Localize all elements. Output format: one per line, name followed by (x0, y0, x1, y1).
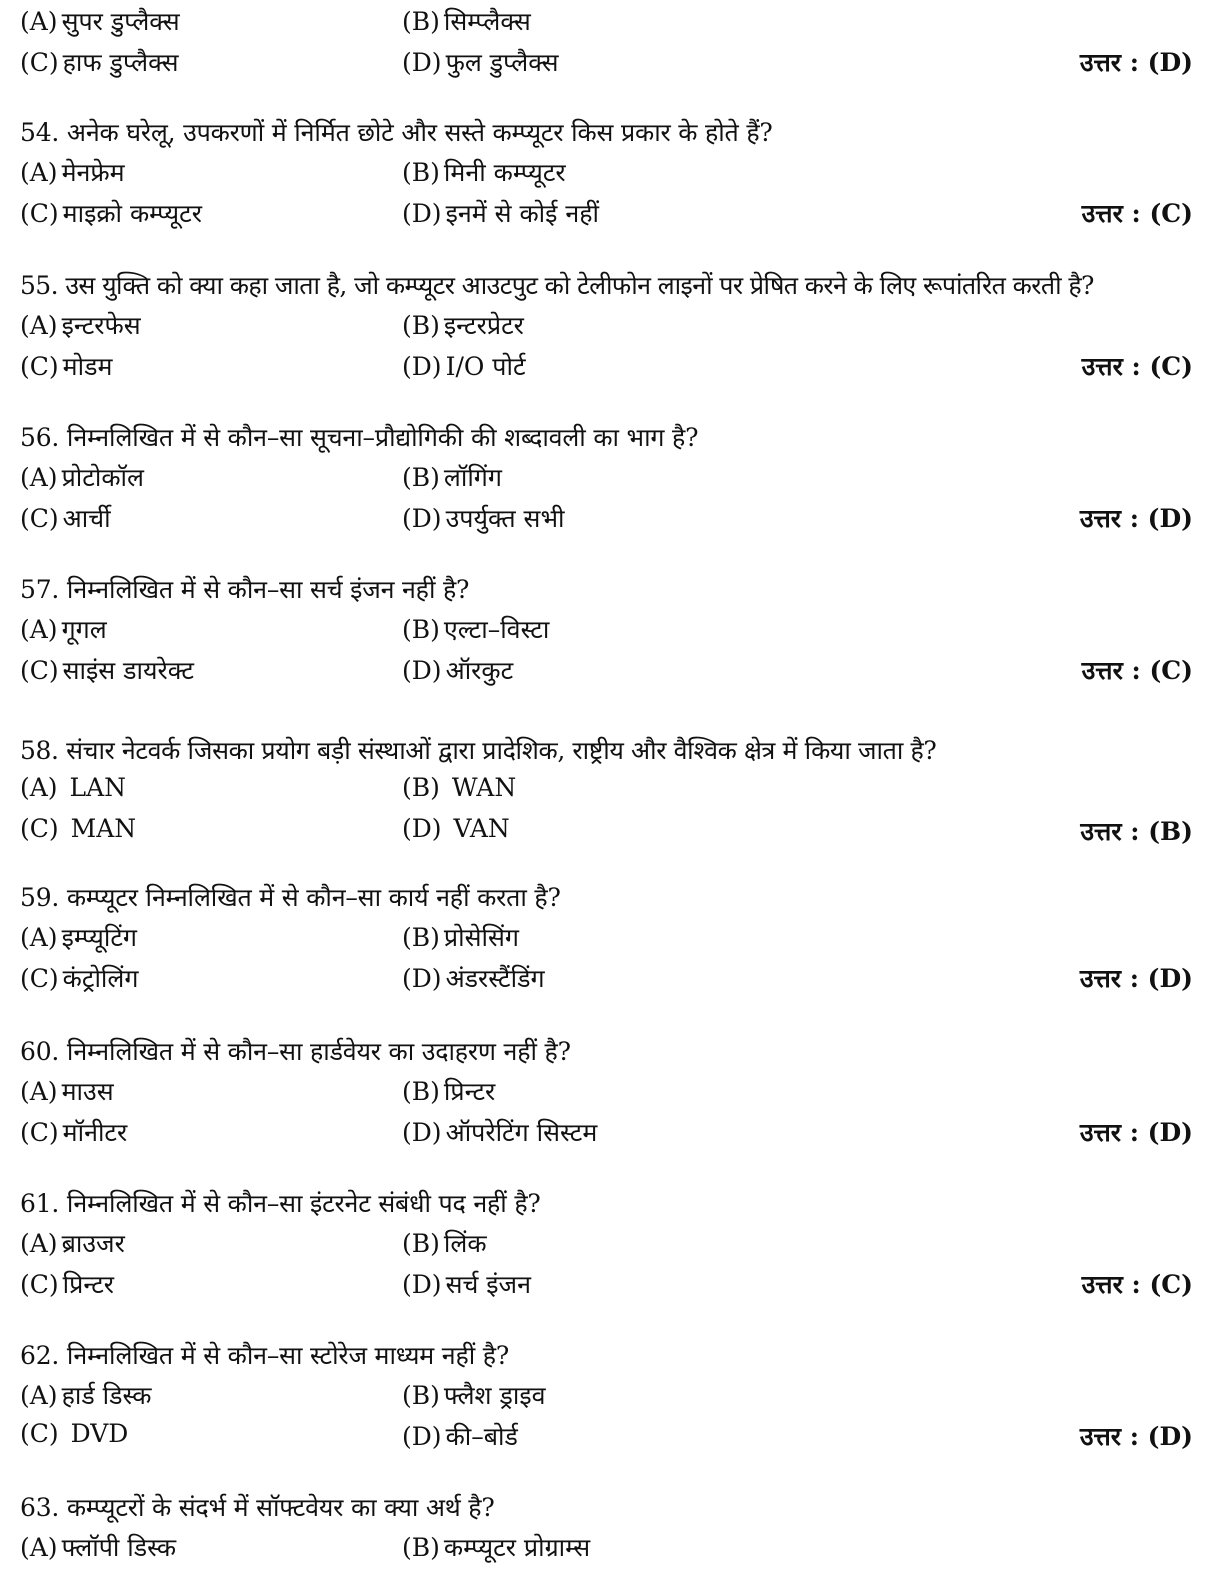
option-d: (D) अंडरस्टैंडिंग (402, 964, 545, 993)
option-a: (A) इन्टरफेस (20, 311, 141, 340)
question-text: 62. निम्नलिखित में से कौन–सा स्टोरेज माध्यम नहीं है? (20, 1341, 510, 1370)
answer-text: उत्तर : (D) (1079, 964, 1193, 993)
option-c: (C) कंट्रोलिंग (20, 964, 139, 993)
option-d: (D) ऑरकुट (402, 656, 514, 685)
options-row-ab (20, 155, 1220, 191)
option-a: (A) LAN (20, 773, 127, 802)
answer-text: उत्तर : (C) (1081, 352, 1193, 381)
options-row-ab (20, 1530, 1220, 1566)
options-row-ab (20, 773, 1220, 809)
option-b: (B) प्रोसेसिंग (402, 923, 519, 952)
option-c: (C) साइंस डायरेक्ट (20, 656, 194, 685)
option-d: (D) की–बोर्ड (402, 1422, 518, 1451)
options-row-ab (20, 920, 1220, 956)
options-row-ab (20, 1226, 1220, 1262)
option-a: (A) फ्लॉपी डिस्क (20, 1533, 177, 1562)
option-b: (B) लॉगिंग (402, 463, 502, 492)
options-row-ab (20, 612, 1220, 648)
option-c: (C) मॉनीटर (20, 1118, 128, 1147)
question-text: 58. संचार नेटवर्क जिसका प्रयोग बड़ी संस्थाओं द्वारा प्रादेशिक, राष्ट्रीय और वैश्विक क्षेत्र में किया जाता है? (20, 736, 937, 765)
options-row-cd (20, 653, 1220, 689)
question-text: 60. निम्नलिखित में से कौन–सा हार्डवेयर का उदाहरण नहीं है? (20, 1037, 571, 1066)
option-d: (D) सर्च इंजन (402, 1270, 531, 1299)
option-d: (D) फुल डुप्लैक्स (402, 48, 559, 77)
answer-text: उत्तर : (C) (1081, 199, 1193, 228)
question-text: 56. निम्नलिखित में से कौन–सा सूचना–प्रौद्योगिकी की शब्दावली का भाग है? (20, 423, 699, 452)
option-d: (D) VAN (402, 814, 510, 843)
option-d: (D) I/O पोर्ट (402, 352, 526, 381)
option-c: (C) मोडम (20, 352, 113, 381)
option-c: (C) MAN (20, 814, 137, 843)
answer-text: उत्तर : (C) (1081, 1270, 1193, 1299)
options-row-cd (20, 349, 1220, 385)
option-b: (B) प्रिन्टर (402, 1077, 496, 1106)
option-b: (B) मिनी कम्प्यूटर (402, 158, 566, 187)
option-a: (A) इम्प्यूटिंग (20, 923, 137, 952)
options-row-cd (20, 45, 1220, 81)
options-row-cd (20, 1267, 1220, 1303)
option-b: (B) फ्लैश ड्राइव (402, 1381, 546, 1410)
options-row-ab (20, 4, 1220, 40)
question-text: 55. उस युक्ति को क्या कहा जाता है, जो कम्प्यूटर आउटपुट को टेलीफोन लाइनों पर प्रेषित करने के लिए रूपांतरित करती है? (20, 271, 1094, 300)
answer-text: उत्तर : (D) (1079, 48, 1193, 77)
options-row-cd (20, 961, 1220, 997)
option-c: (C) हाफ डुप्लैक्स (20, 48, 179, 77)
options-row-ab (20, 308, 1220, 344)
option-d: (D) ऑपरेटिंग सिस्टम (402, 1118, 598, 1147)
options-row-ab (20, 1074, 1220, 1110)
option-d: (D) इनमें से कोई नहीं (402, 199, 599, 228)
question-text: 54. अनेक घरेलू, उपकरणों में निर्मित छोटे और सस्ते कम्प्यूटर किस प्रकार के होते हैं? (20, 118, 773, 147)
options-row-cd (20, 1115, 1220, 1151)
answer-text: उत्तर : (D) (1079, 1422, 1193, 1451)
option-b: (B) लिंक (402, 1229, 487, 1258)
options-row-cd (20, 196, 1220, 232)
option-b: (B) WAN (402, 773, 517, 802)
answer-text: उत्तर : (D) (1079, 1118, 1193, 1147)
option-a: (A) सुपर डुप्लैक्स (20, 7, 180, 36)
option-b: (B) कम्प्यूटर प्रोग्राम्स (402, 1533, 591, 1562)
question-text: 57. निम्नलिखित में से कौन–सा सर्च इंजन नहीं है? (20, 575, 470, 604)
question-text: 63. कम्प्यूटरों के संदर्भ में सॉफ्टवेयर का क्या अर्थ है? (20, 1493, 495, 1522)
option-a: (A) हार्ड डिस्क (20, 1381, 152, 1410)
question-text: 59. कम्प्यूटर निम्नलिखित में से कौन–सा कार्य नहीं करता है? (20, 883, 561, 912)
option-b: (B) एल्टा–विस्टा (402, 615, 550, 644)
option-a: (A) गूगल (20, 615, 107, 644)
options-row-cd (20, 814, 1220, 850)
option-a: (A) मेनफ्रेम (20, 158, 125, 187)
options-row-cd (20, 501, 1220, 537)
option-c: (C) माइक्रो कम्प्यूटर (20, 199, 202, 228)
answer-text: उत्तर : (D) (1079, 504, 1193, 533)
option-a: (A) प्रोटोकॉल (20, 463, 144, 492)
question-text: 61. निम्नलिखित में से कौन–सा इंटरनेट संबंधी पद नहीं है? (20, 1189, 541, 1218)
option-d: (D) उपर्युक्त सभी (402, 504, 565, 533)
answer-text: उत्तर : (C) (1081, 656, 1193, 685)
option-b: (B) इन्टरप्रेटर (402, 311, 524, 340)
option-c: (C) प्रिन्टर (20, 1270, 115, 1299)
option-a: (A) माउस (20, 1077, 114, 1106)
option-a: (A) ब्राउजर (20, 1229, 125, 1258)
options-row-ab (20, 1378, 1220, 1414)
answer-text: उत्तर : (B) (1080, 817, 1193, 846)
option-c: (C) DVD (20, 1419, 129, 1448)
option-c: (C) आर्ची (20, 504, 111, 533)
options-row-cd (20, 1419, 1220, 1455)
option-b: (B) सिम्प्लैक्स (402, 7, 531, 36)
options-row-ab (20, 460, 1220, 496)
